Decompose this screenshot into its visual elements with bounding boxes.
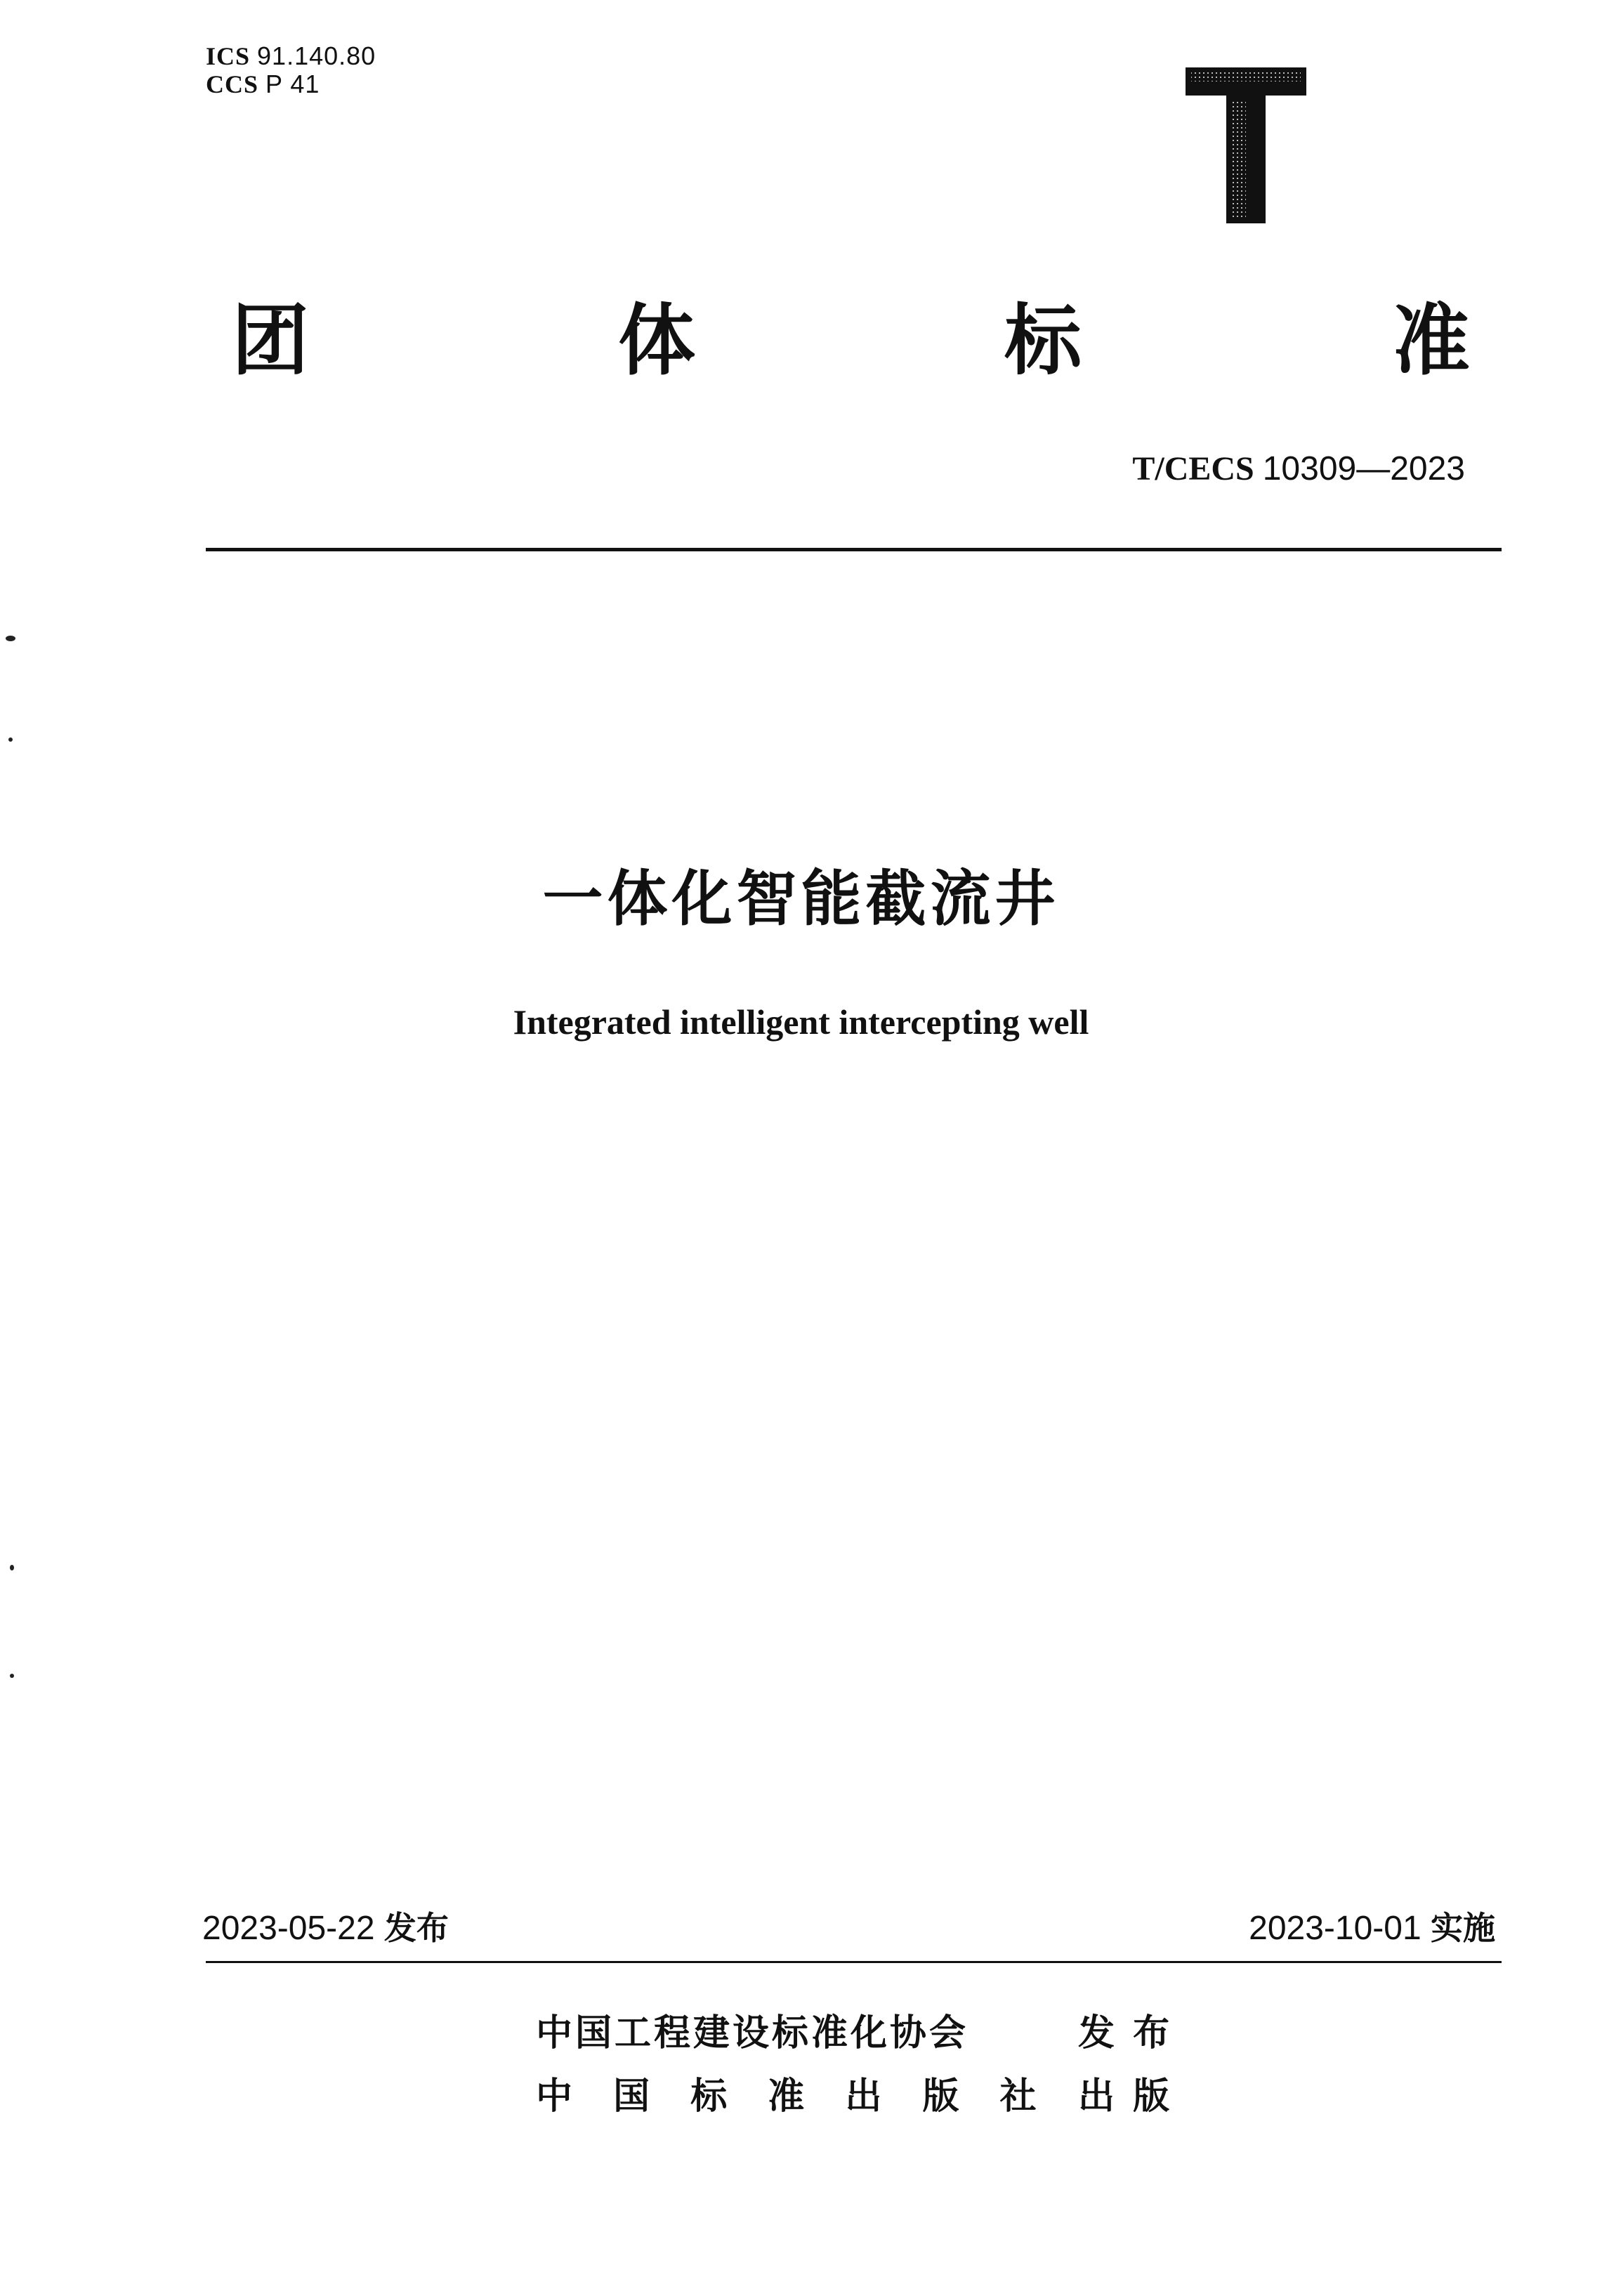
ccs-code [206, 70, 320, 98]
ics-number: 91.140.80 [257, 41, 376, 70]
standard-digits: 10309—2023 [1262, 450, 1465, 487]
ccs-label: CCS [206, 70, 259, 98]
press-action: 出 版 [1078, 2075, 1173, 2118]
header-char-3: 标 [1004, 296, 1082, 386]
issuer-action: 发 布 [1078, 2012, 1173, 2054]
ccs-number: P 41 [265, 70, 320, 98]
header-char-4: 准 [1393, 296, 1470, 386]
release-verb: 发布 [383, 1909, 449, 1947]
standard-prefix: T/CECS [1132, 450, 1254, 487]
title-english: Integrated intelligent intercepting well [513, 1002, 1089, 1042]
scan-speck [10, 1565, 14, 1570]
scan-speck [6, 636, 15, 641]
ics-label: ICS [206, 42, 251, 70]
release-date [202, 1907, 449, 1950]
implement-date-value: 2023-10-01 [1249, 1910, 1422, 1947]
header-char-1: 团 [232, 296, 309, 386]
implement-date [1249, 1907, 1495, 1950]
scan-speck [10, 1674, 14, 1678]
footer-rule [206, 1961, 1502, 1963]
t-logo-icon [1186, 67, 1306, 223]
implement-verb: 实施 [1431, 1909, 1495, 1947]
release-date-value: 2023-05-22 [202, 1910, 375, 1947]
scan-speck [8, 737, 13, 742]
issuer-name: 中国工程建设标准化协会 [536, 2012, 969, 2054]
title-chinese: 一体化智能截流井 [542, 864, 1060, 934]
header-char-2: 体 [618, 296, 695, 386]
header-rule [206, 548, 1502, 551]
press-name: 中 国 标 准 出 版 社 [536, 2075, 1051, 2118]
standard-number [1132, 450, 1465, 489]
ics-code [206, 42, 376, 70]
